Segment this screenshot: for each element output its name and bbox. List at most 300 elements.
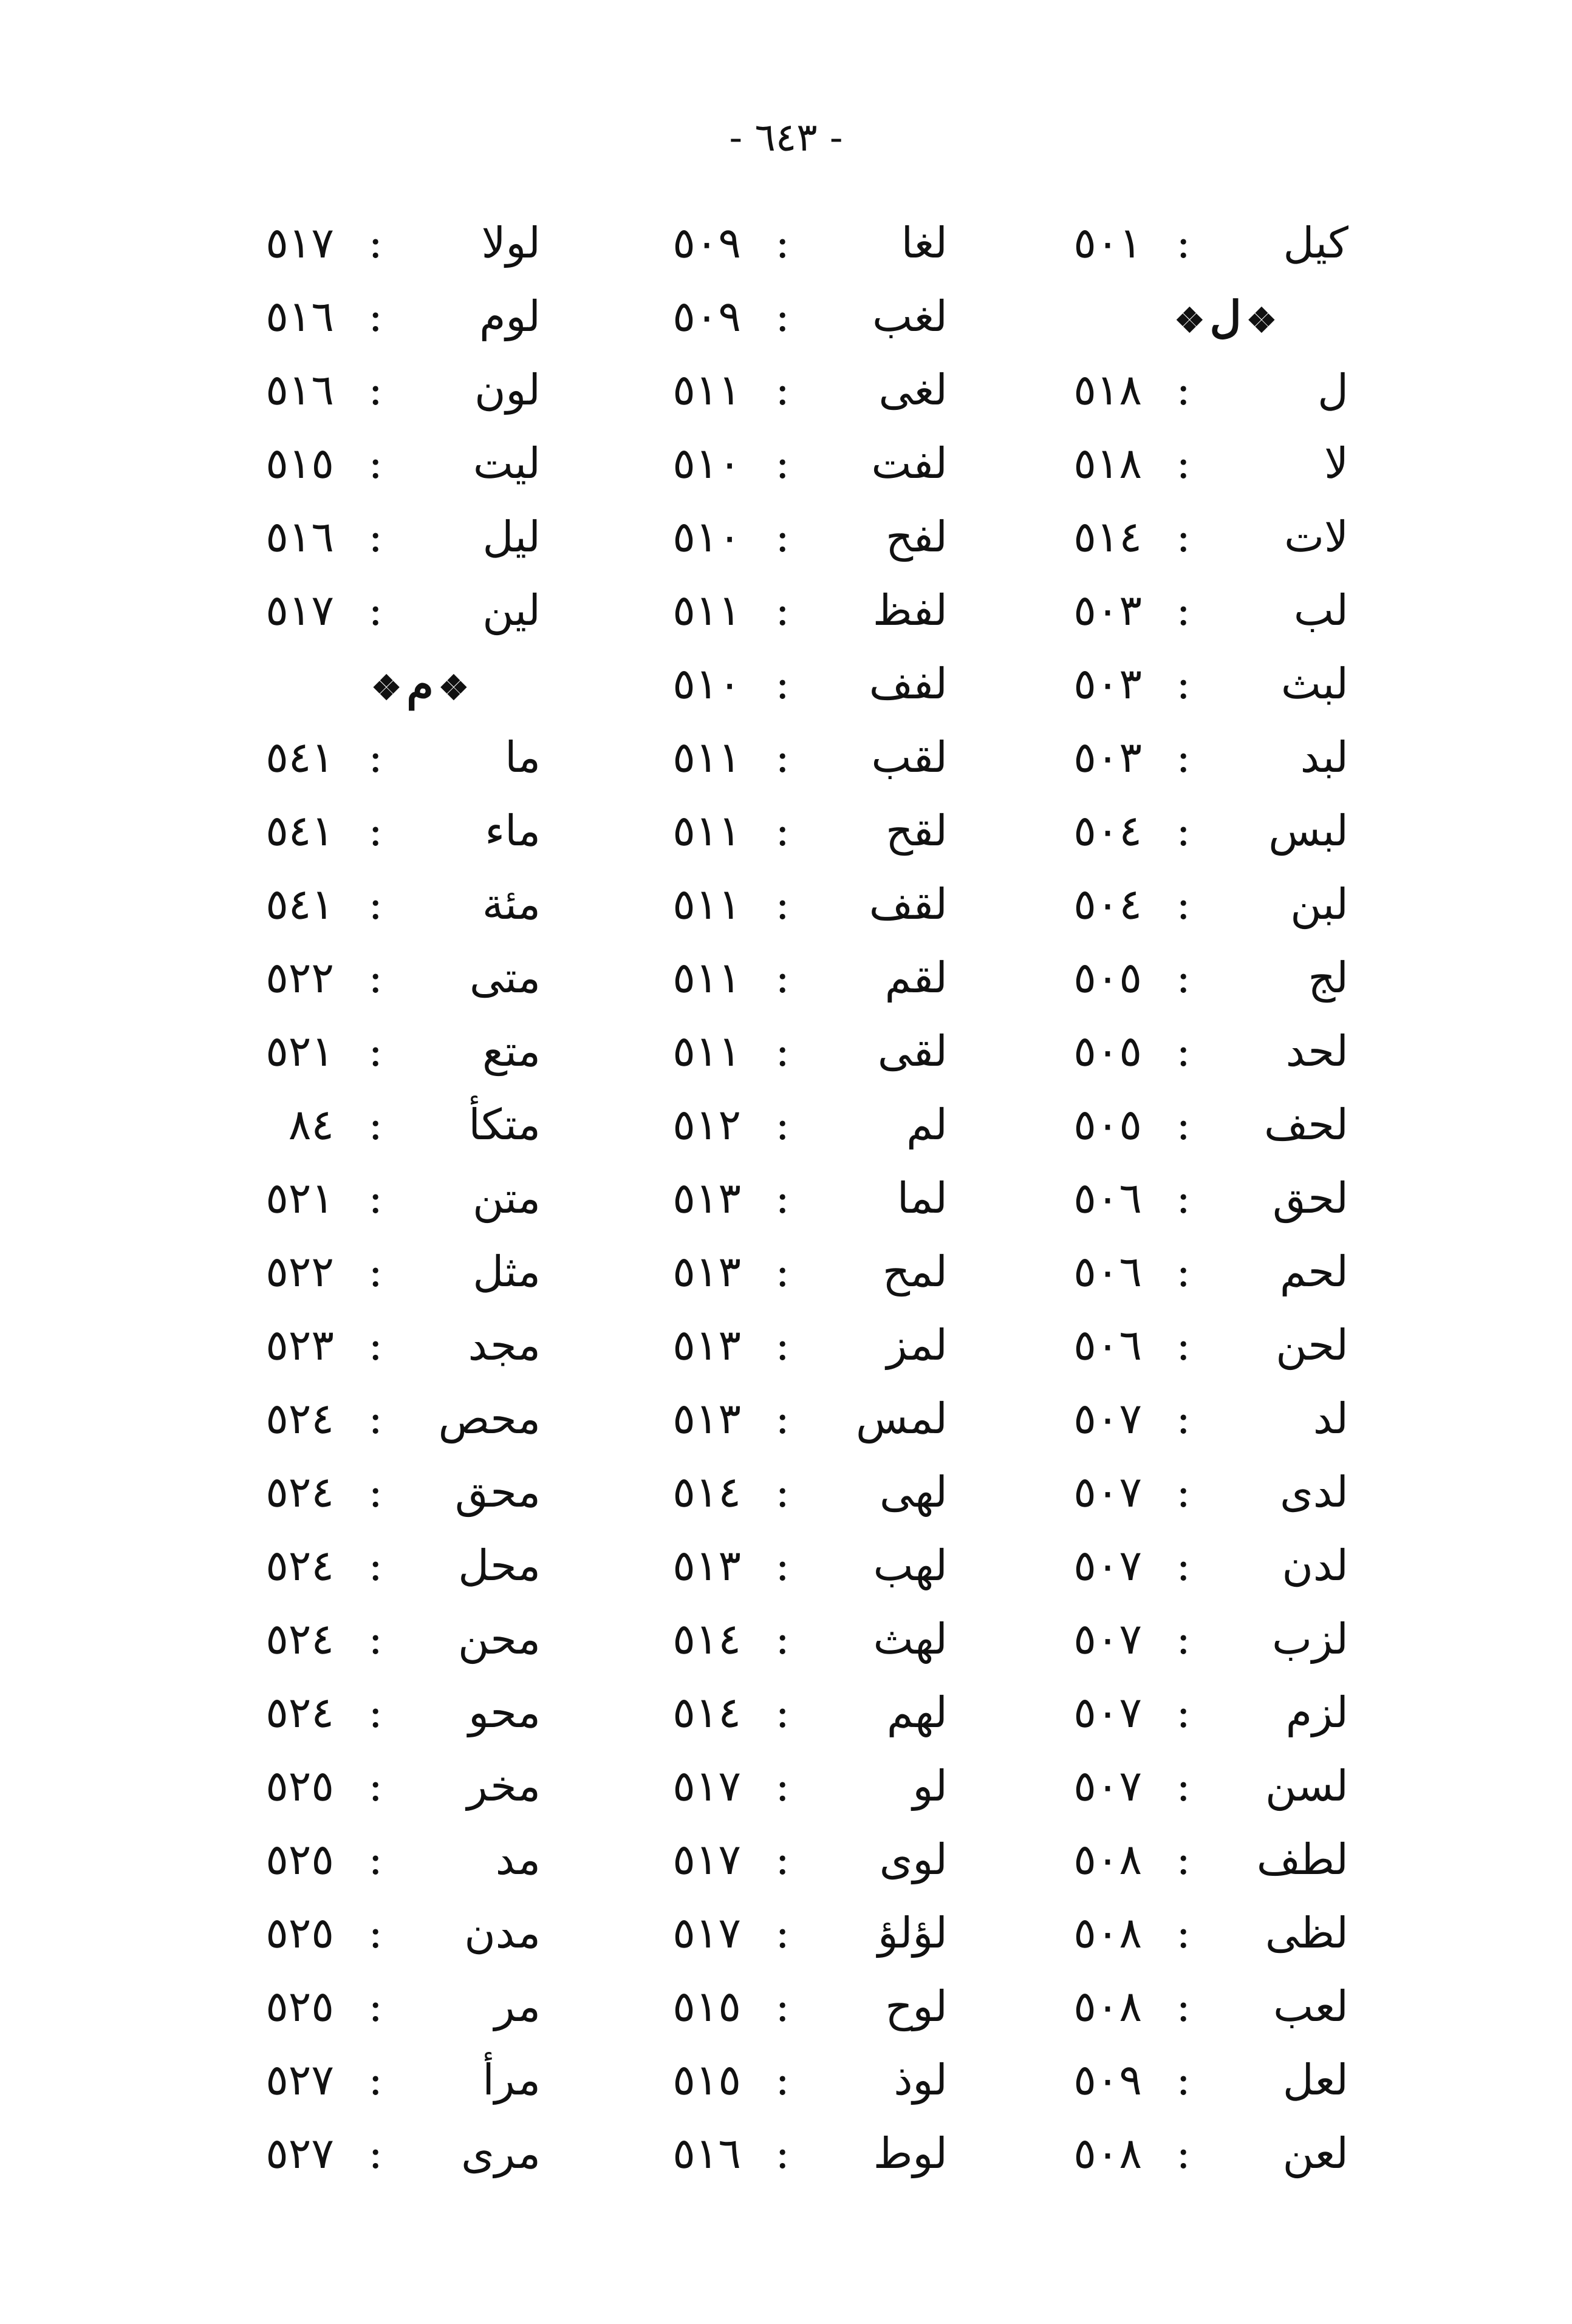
entry-separator: :: [1176, 659, 1191, 709]
entry-page-number: ٥١٤: [672, 1467, 741, 1517]
entry-page-number: ٥٠١: [1073, 218, 1142, 268]
entry-word: لوح: [885, 1982, 948, 2031]
entry-word: ليل: [482, 512, 541, 562]
entry-separator: :: [1176, 1614, 1191, 1664]
entry-word: لدى: [1280, 1467, 1348, 1517]
entry-page-number: ٥٢٣: [265, 1320, 334, 1370]
index-entry: [923, 794, 1348, 868]
index-entry: [923, 206, 1348, 280]
entry-word: لم: [906, 1100, 948, 1150]
index-entry: [522, 1676, 948, 1750]
entry-word: محو: [468, 1688, 541, 1737]
entry-separator: :: [368, 1688, 383, 1737]
entry-word: لؤلؤ: [878, 1908, 948, 1958]
entry-word: لعل: [1282, 2055, 1348, 2105]
entry-page-number: ٥١٠: [672, 512, 741, 562]
entry-separator: :: [368, 218, 383, 268]
entry-word: لوم: [479, 291, 541, 341]
entry-separator: :: [775, 1982, 790, 2031]
entry-separator: :: [368, 953, 383, 1003]
entry-word: لعن: [1282, 2128, 1348, 2178]
entry-word: ما: [505, 732, 541, 782]
index-entry: [923, 1676, 1348, 1750]
index-entry: [923, 2117, 1348, 2190]
entry-word: لعب: [1273, 1982, 1348, 2031]
entry-word: ليت: [473, 438, 541, 488]
entry-page-number: ٥١٥: [265, 438, 334, 488]
entry-separator: :: [1176, 732, 1191, 782]
index-entry: [115, 1456, 541, 1529]
entry-word: لا: [1324, 438, 1348, 488]
entry-separator: :: [368, 438, 383, 488]
entry-word: محل: [458, 1541, 541, 1590]
entry-word: لغا: [901, 218, 948, 268]
entry-separator: :: [775, 512, 790, 562]
entry-word: لب: [1293, 585, 1348, 635]
index-entry: [522, 1529, 948, 1603]
entry-separator: :: [775, 879, 790, 929]
entry-word: مجد: [468, 1320, 541, 1370]
entry-word: لغى: [878, 365, 948, 415]
entry-word: لفظ: [872, 585, 948, 635]
entry-page-number: ٥٠٤: [1073, 879, 1142, 929]
index-entry: [923, 1603, 1348, 1676]
entry-word: لما: [897, 1173, 948, 1223]
index-entry: [923, 1162, 1348, 1235]
entry-word: لفف: [869, 659, 948, 709]
index-entry: [923, 647, 1348, 721]
index-entry: [522, 500, 948, 574]
entry-separator: :: [775, 365, 790, 415]
entry-separator: :: [775, 291, 790, 341]
index-entry: [115, 1088, 541, 1162]
entry-separator: :: [368, 365, 383, 415]
index-entry: [923, 1823, 1348, 1896]
entry-word: لوى: [879, 1835, 948, 1884]
entry-page-number: ٥٢٥: [265, 1761, 334, 1811]
index-entry: [522, 1382, 948, 1456]
entry-separator: :: [775, 2128, 790, 2178]
entry-page-number: ٥٠٧: [1073, 1394, 1142, 1443]
entry-page-number: ٥١٣: [672, 1394, 741, 1443]
entry-word: كيل: [1283, 218, 1348, 268]
entry-page-number: ٥١٠: [672, 438, 741, 488]
entry-word: مدن: [464, 1908, 541, 1958]
entry-word: لوط: [873, 2128, 948, 2178]
index-entry: [522, 1970, 948, 2043]
entry-page-number: ٥٢٢: [265, 1247, 334, 1297]
index-entry: [115, 1896, 541, 1970]
entry-page-number: ٥٠٥: [1073, 1026, 1142, 1076]
entry-separator: :: [368, 2128, 383, 2178]
index-entry: [115, 1603, 541, 1676]
entry-separator: :: [775, 1467, 790, 1517]
entry-separator: :: [368, 1100, 383, 1150]
entry-separator: :: [368, 1394, 383, 1443]
entry-page-number: ٥١١: [672, 806, 741, 856]
entry-separator: :: [1176, 806, 1191, 856]
ornament-icon: ❖: [1174, 301, 1205, 341]
entry-separator: :: [368, 1614, 383, 1664]
index-entry: [115, 794, 541, 868]
entry-separator: :: [368, 1467, 383, 1517]
index-entry: [522, 206, 948, 280]
entry-word: متع: [482, 1026, 541, 1076]
entry-page-number: ٥٢٤: [265, 1688, 334, 1737]
entry-page-number: ٥٤١: [265, 806, 334, 856]
index-entry: [115, 721, 541, 794]
entry-page-number: ٥١٤: [672, 1614, 741, 1664]
entry-separator: :: [1176, 2128, 1191, 2178]
entry-separator: :: [368, 879, 383, 929]
entry-word: لقح: [886, 806, 948, 856]
index-entry: [923, 1382, 1348, 1456]
entry-word: لزب: [1272, 1614, 1348, 1664]
section-letter: م: [406, 658, 434, 710]
index-entry: [522, 794, 948, 868]
index-entry: [522, 1309, 948, 1382]
entry-separator: :: [368, 1247, 383, 1297]
entry-separator: :: [1176, 1247, 1191, 1297]
index-entry: [115, 574, 541, 647]
entry-page-number: ٥٠٧: [1073, 1541, 1142, 1590]
entry-page-number: ٥٢٤: [265, 1541, 334, 1590]
entry-page-number: ٥١١: [672, 585, 741, 635]
entry-word: لطف: [1256, 1835, 1348, 1884]
entry-word: لحن: [1276, 1320, 1348, 1370]
entry-page-number: ٥٠٨: [1073, 2128, 1142, 2178]
entry-word: متن: [473, 1173, 541, 1223]
entry-separator: :: [1176, 1761, 1191, 1811]
entry-page-number: ٥١٧: [672, 1835, 741, 1884]
entry-word: محن: [458, 1614, 541, 1664]
entry-word: ماء: [485, 806, 541, 856]
entry-page-number: ٥٠٥: [1073, 953, 1142, 1003]
index-entry: [923, 2043, 1348, 2117]
entry-separator: :: [775, 1614, 790, 1664]
entry-page-number: ٥١٨: [1073, 365, 1142, 415]
index-entry: [115, 2117, 541, 2190]
entry-separator: :: [1176, 585, 1191, 635]
index-entry: [923, 1015, 1348, 1088]
index-entry: [923, 1970, 1348, 2043]
index-entry: [115, 427, 541, 500]
entry-word: لقب: [871, 732, 948, 782]
entry-word: لحق: [1273, 1173, 1348, 1223]
entry-page-number: ٥١٧: [265, 218, 334, 268]
entry-separator: :: [368, 806, 383, 856]
index-entry: [115, 353, 541, 427]
entry-page-number: ٥٠٦: [1073, 1320, 1142, 1370]
index-entry: [923, 1309, 1348, 1382]
index-entry: [923, 1088, 1348, 1162]
entry-page-number: ٥١٣: [672, 1173, 741, 1223]
entry-page-number: ٥٠٨: [1073, 1982, 1142, 2031]
entry-word: لولا: [481, 218, 541, 268]
entry-separator: :: [1176, 1688, 1191, 1737]
index-entry: [522, 1603, 948, 1676]
entry-word: لفح: [886, 512, 948, 562]
entry-page-number: ٥١٤: [672, 1688, 741, 1737]
entry-word: متى: [470, 953, 541, 1003]
entry-separator: :: [368, 2055, 383, 2105]
entry-page-number: ٥٠٩: [672, 291, 741, 341]
entry-page-number: ٥٠٨: [1073, 1908, 1142, 1958]
entry-separator: :: [775, 1173, 790, 1223]
index-entry: [923, 427, 1348, 500]
entry-page-number: ٥١٣: [672, 1247, 741, 1297]
entry-separator: :: [1176, 218, 1191, 268]
index-entry: [923, 1235, 1348, 1309]
entry-separator: :: [368, 291, 383, 341]
index-entry: [522, 721, 948, 794]
letter-section-header: [115, 647, 541, 721]
entry-separator: :: [368, 732, 383, 782]
index-entry: [115, 1382, 541, 1456]
entry-word: لات: [1284, 512, 1348, 562]
entry-separator: :: [775, 1688, 790, 1737]
entry-word: لون: [474, 365, 541, 415]
entry-page-number: ٥١٤: [1073, 512, 1142, 562]
index-entry: [923, 1750, 1348, 1823]
entry-page-number: ٥١٣: [672, 1320, 741, 1370]
entry-word: لهب: [873, 1541, 948, 1590]
entry-page-number: ٥٢٧: [265, 2128, 334, 2178]
entry-word: لمس: [855, 1394, 948, 1443]
entry-separator: :: [1176, 1320, 1191, 1370]
entry-separator: :: [775, 1761, 790, 1811]
entry-page-number: ٥٠٣: [1073, 732, 1142, 782]
index-entry: [522, 1015, 948, 1088]
entry-separator: :: [1176, 1541, 1191, 1590]
index-entry: [115, 2043, 541, 2117]
entry-separator: :: [368, 1908, 383, 1958]
entry-page-number: ٨٤: [288, 1100, 334, 1150]
index-entry: [115, 1529, 541, 1603]
entry-separator: :: [368, 585, 383, 635]
entry-word: لقى: [877, 1026, 948, 1076]
entry-separator: :: [368, 1835, 383, 1884]
entry-word: لهم: [886, 1688, 948, 1737]
index-entry: [522, 353, 948, 427]
entry-word: لهث: [873, 1614, 948, 1664]
entry-separator: :: [368, 1982, 383, 2031]
entry-word: مد: [495, 1835, 541, 1884]
index-entry: [522, 1823, 948, 1896]
entry-page-number: ٥٢١: [265, 1026, 334, 1076]
index-entry: [923, 500, 1348, 574]
entry-separator: :: [775, 732, 790, 782]
entry-page-number: ٥٢٤: [265, 1394, 334, 1443]
entry-word: مخر: [466, 1761, 541, 1811]
index-entry: [923, 941, 1348, 1015]
entry-word: مئة: [482, 879, 541, 929]
entry-page-number: ٥٠٣: [1073, 585, 1142, 635]
index-entry: [522, 1896, 948, 1970]
index-entry: [115, 1015, 541, 1088]
entry-separator: :: [775, 218, 790, 268]
entry-separator: :: [775, 1541, 790, 1590]
entry-page-number: ٥١٢: [672, 1100, 741, 1150]
ornament-icon: ❖: [371, 668, 402, 708]
entry-page-number: ٥١١: [672, 1026, 741, 1076]
entry-page-number: ٥١٧: [265, 585, 334, 635]
entry-word: متكأ: [468, 1100, 541, 1150]
index-entry: [522, 2117, 948, 2190]
entry-page-number: ٥٠٩: [1073, 2055, 1142, 2105]
entry-word: لبس: [1268, 806, 1348, 856]
index-entry: [115, 1235, 541, 1309]
entry-page-number: ٥٤١: [265, 879, 334, 929]
entry-page-number: ٥٢٥: [265, 1835, 334, 1884]
entry-word: لمز: [886, 1320, 948, 1370]
section-letter: ل: [1209, 291, 1242, 342]
entry-separator: :: [775, 1394, 790, 1443]
entry-separator: :: [775, 1247, 790, 1297]
entry-word: لقم: [884, 953, 948, 1003]
entry-word: لين: [482, 585, 541, 635]
ornament-icon: ❖: [1246, 301, 1277, 341]
entry-page-number: ٥٠٩: [672, 218, 741, 268]
index-entry: [115, 1309, 541, 1382]
index-entry: [115, 1676, 541, 1750]
index-entry: [522, 647, 948, 721]
entry-page-number: ٥١١: [672, 732, 741, 782]
index-entry: [522, 427, 948, 500]
entry-separator: :: [1176, 953, 1191, 1003]
entry-separator: :: [775, 806, 790, 856]
entry-page-number: ٥٠٧: [1073, 1614, 1142, 1664]
index-entry: [923, 353, 1348, 427]
entry-word: لزم: [1285, 1688, 1348, 1737]
entry-separator: :: [368, 1026, 383, 1076]
index-entry: [115, 941, 541, 1015]
entry-word: مرأ: [482, 2055, 541, 2105]
entry-separator: :: [775, 953, 790, 1003]
page-number: - ٦٤٣ -: [729, 115, 843, 160]
entry-separator: :: [775, 1320, 790, 1370]
index-entry: [522, 941, 948, 1015]
index-entry: [115, 500, 541, 574]
entry-separator: :: [775, 1835, 790, 1884]
entry-separator: :: [1176, 438, 1191, 488]
entry-page-number: ٥١٣: [672, 1541, 741, 1590]
entry-separator: :: [1176, 1908, 1191, 1958]
entry-word: لقف: [869, 879, 948, 929]
entry-separator: :: [368, 1320, 383, 1370]
entry-word: لبد: [1300, 732, 1348, 782]
entry-page-number: ٥١١: [672, 365, 741, 415]
entry-separator: :: [775, 1100, 790, 1150]
index-column-left: [115, 206, 541, 2190]
entry-page-number: ٥٢٤: [265, 1614, 334, 1664]
entry-separator: :: [1176, 1835, 1191, 1884]
entry-page-number: ٥١٦: [672, 2128, 741, 2178]
entry-separator: :: [1176, 879, 1191, 929]
entry-word: لمح: [883, 1247, 948, 1297]
entry-separator: :: [775, 1908, 790, 1958]
entry-word: لحد: [1285, 1026, 1348, 1076]
entry-word: لسن: [1265, 1761, 1348, 1811]
entry-word: لبث: [1280, 659, 1348, 709]
entry-page-number: ٥١٨: [1073, 438, 1142, 488]
entry-word: مر: [494, 1982, 541, 2031]
entry-separator: :: [775, 585, 790, 635]
entry-page-number: ٥٠٨: [1073, 1835, 1142, 1884]
entry-separator: :: [1176, 365, 1191, 415]
entry-page-number: ٥١٧: [672, 1908, 741, 1958]
index-entry: [115, 868, 541, 941]
index-entry: [115, 1162, 541, 1235]
entry-separator: :: [775, 438, 790, 488]
index-entry: [522, 280, 948, 353]
entry-page-number: ٥٢٤: [265, 1467, 334, 1517]
index-entry: [522, 1456, 948, 1529]
entry-page-number: ٥١٦: [265, 291, 334, 341]
index-entry: [522, 2043, 948, 2117]
entry-page-number: ٥٠٦: [1073, 1247, 1142, 1297]
entry-word: لحم: [1279, 1247, 1348, 1297]
entry-page-number: ٥٠٤: [1073, 806, 1142, 856]
entry-separator: :: [1176, 1026, 1191, 1076]
entry-page-number: ٥١٦: [265, 365, 334, 415]
entry-page-number: ٥١٧: [672, 1761, 741, 1811]
entry-page-number: ٥٠٣: [1073, 659, 1142, 709]
entry-page-number: ٥٢٧: [265, 2055, 334, 2105]
entry-separator: :: [1176, 1982, 1191, 2031]
entry-word: لج: [1308, 953, 1348, 1003]
index-entry: [923, 868, 1348, 941]
entry-separator: :: [775, 2055, 790, 2105]
entry-word: لفت: [871, 438, 948, 488]
entry-separator: :: [1176, 512, 1191, 562]
entry-page-number: ٥١٥: [672, 2055, 741, 2105]
entry-page-number: ٥١٠: [672, 659, 741, 709]
entry-separator: :: [368, 512, 383, 562]
entry-separator: :: [775, 659, 790, 709]
index-entry: [923, 1896, 1348, 1970]
entry-separator: :: [1176, 1467, 1191, 1517]
entry-word: محص: [438, 1394, 541, 1443]
entry-word: لحف: [1264, 1100, 1348, 1150]
index-entry: [522, 1088, 948, 1162]
entry-page-number: ٥١٥: [672, 1982, 741, 2031]
entry-page-number: ٥٠٧: [1073, 1761, 1142, 1811]
index-entry: [522, 1235, 948, 1309]
index-column-middle: [522, 206, 948, 2190]
entry-separator: :: [1176, 1100, 1191, 1150]
index-entry: [522, 1750, 948, 1823]
index-entry: [923, 574, 1348, 647]
index-column-right: [923, 206, 1348, 2190]
entry-separator: :: [368, 1173, 383, 1223]
entry-word: مثل: [473, 1247, 541, 1297]
entry-word: لغب: [872, 291, 948, 341]
index-entry: [923, 1456, 1348, 1529]
index-entry: [923, 1529, 1348, 1603]
entry-page-number: ٥١٦: [265, 512, 334, 562]
entry-page-number: ٥٢٥: [265, 1982, 334, 2031]
entry-page-number: ٥٠٦: [1073, 1173, 1142, 1223]
entry-separator: :: [368, 1761, 383, 1811]
entry-separator: :: [1176, 1394, 1191, 1443]
entry-word: لظى: [1265, 1908, 1348, 1958]
ornament-icon: ❖: [438, 668, 469, 708]
entry-word: محق: [454, 1467, 541, 1517]
entry-page-number: ٥٠٧: [1073, 1688, 1142, 1737]
entry-page-number: ٥٠٧: [1073, 1467, 1142, 1517]
entry-word: مرى: [461, 2128, 541, 2178]
